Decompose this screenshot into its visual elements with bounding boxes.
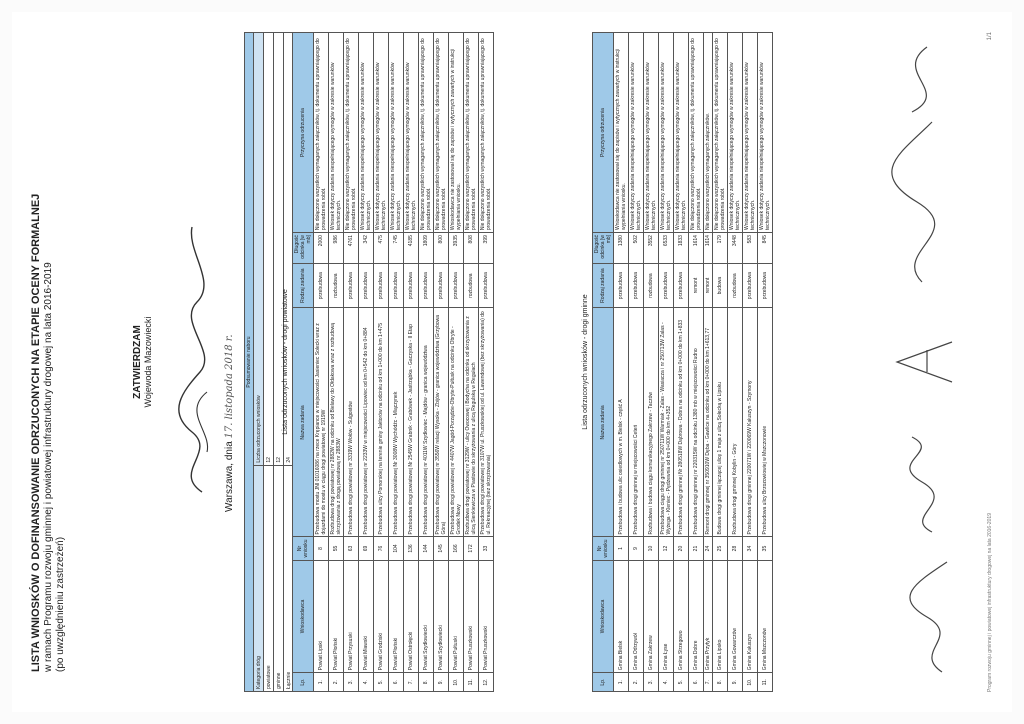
cell-lp: 7.	[404, 673, 419, 692]
cell-lp: 9.	[434, 673, 449, 692]
document-sheet	[12, 12, 1012, 712]
table-row	[404, 33, 419, 692]
cell-reason: Wniosek dotyczy zadania niespełniającego wymogów w zakresie warunków technicznych.	[728, 33, 743, 233]
cell-lp: 2.	[329, 673, 344, 692]
cell-task: Rozbudowa drogi gminnej Kobylin - Góry	[728, 308, 743, 537]
cell-lp: 11.	[464, 673, 479, 692]
cell-reason: Wniosek dotyczy zadania niespełniającego wymogów w zakresie warunków technicznych.	[329, 33, 344, 233]
summary-caption: Podsumowanie naboru	[245, 33, 254, 692]
cell-number: 33	[479, 537, 494, 560]
summary-count: 12	[274, 33, 284, 466]
cell-task: Przebudowa drogi powiatowej nr 3556W relacji Wysoka - Zbijów - granica województwa (Grzybowa Góra)	[434, 308, 449, 537]
cell-length: 808	[464, 233, 479, 264]
cell-reason: Wnioskodawca nie zastosował się do zapisów i wytycznych zawartych w instrukcji wypełniania wniosku.	[614, 33, 629, 233]
cell-applicant: Powiat Płoński	[329, 560, 344, 673]
cell-applicant: Gmina Zakrzew	[644, 560, 659, 673]
cell-length: 1833	[674, 233, 689, 264]
cell-task: Przebudowa drogi powiatowej nr 4407W Jagód-Porządzie-Obryte-Pułtusk na odcinku Obryte - Grodek Nowy	[449, 308, 464, 537]
table-row	[374, 33, 389, 692]
cell-lp: 2.	[629, 673, 644, 692]
cell-number: 12	[659, 537, 674, 560]
cell-task: Remont drogi gminnej nr 350910W Dęba - Gawlice na odcinku od km 0+000 do km 1+613,77	[704, 308, 713, 537]
cell-applicant: Powiat Szydłowiecki	[419, 560, 434, 673]
header-number: Nr wniosku	[593, 537, 614, 560]
summary-label: powiatowe	[264, 465, 274, 691]
cell-number: 24	[704, 537, 713, 560]
cell-kind: przebudowa	[389, 263, 404, 308]
cell-lp: 6.	[389, 673, 404, 692]
cell-lp: 4.	[359, 673, 374, 692]
header-reason: Przyczyna odrzucenia	[293, 33, 314, 233]
cell-length: 3935	[449, 233, 464, 264]
cell-applicant: Gmina Strzegowo	[674, 560, 689, 673]
cell-task: Budowa drogi gminnej łączącej ulicę 1 maja z ulicą Solecką w Lipsku	[713, 308, 728, 537]
cell-kind: rozbudowa	[728, 263, 743, 308]
cell-kind: przebudowa	[314, 263, 329, 308]
cell-applicant: Gmina Lipsko	[713, 560, 728, 673]
cell-number: 10	[644, 537, 659, 560]
cell-applicant: Powiat Lipski	[314, 560, 329, 673]
header-lp: Lp.	[593, 673, 614, 692]
cell-kind: przebudowa	[359, 263, 374, 308]
cell-applicant: Powiat Szydłowiecki	[434, 560, 449, 673]
cell-applicant: Gmina Dobre	[689, 560, 704, 673]
cell-reason: Wniosek dotyczy zadania niespełniającego wymogów w zakresie warunków technicznych.	[644, 33, 659, 233]
summary-col-type: Kategoria dróg	[254, 465, 264, 691]
table-row	[704, 33, 713, 692]
cell-task: Przebudowa i budowa ulic osiedlowych w m. Bielsk - część A	[614, 308, 629, 537]
summary-count: 12	[264, 33, 274, 466]
header-applicant: Wnioskodawca	[593, 560, 614, 673]
cell-length: 3448	[728, 233, 743, 264]
approval-role: Wojewoda Mazowiecki	[143, 316, 153, 408]
table-row	[389, 33, 404, 692]
page-number: 1/1	[987, 32, 993, 41]
cell-length: 399	[479, 233, 494, 264]
cell-length: 342	[359, 233, 374, 264]
cell-number: 21	[689, 537, 704, 560]
table-row	[464, 33, 479, 692]
cell-lp: 3.	[644, 673, 659, 692]
cell-applicant: Powiat Płoński	[389, 560, 404, 673]
cell-kind: remont	[689, 263, 704, 308]
cell-number: 28	[728, 537, 743, 560]
cell-applicant: Powiat Ostrołęcki	[404, 560, 419, 673]
cell-reason: Wniosek dotyczy zadania niespełniającego wymogów w zakresie warunków technicznych.	[389, 33, 404, 233]
cell-task: Przebudowa drogi gminnej w miejscowości Ceteń	[629, 308, 644, 537]
header-reason: Przyczyna odrzucenia	[593, 33, 614, 233]
cell-task: Przebudowa ciągu drogi gminnej nr 250711W Warmiak - Zalas - Wasiacza i nr 250713W Zalas - Wyżega - Kleniec - Pędzewnia od km 0+000 do km 4+352	[659, 308, 674, 537]
signature-image	[162, 212, 222, 512]
cell-reason: Wniosek dotyczy zadania niespełniającego wymogów w zakresie warunków technicznych.	[404, 33, 419, 233]
cell-reason: Nie dołączono wszystkich wymaganych załączników, tj. dokumentu uprawniającego do prowadzenia robót.	[689, 33, 704, 233]
cell-reason: Wniosek dotyczy zadania niespełniającego wymogów w zakresie warunków technicznych.	[359, 33, 374, 233]
cell-applicant: Gmina Gowarczów	[728, 560, 743, 673]
approval-label: ZATWIERDZAM	[132, 325, 143, 399]
cell-kind: rozbudowa	[329, 263, 344, 308]
cell-number: 76	[374, 537, 389, 560]
table-row	[713, 33, 728, 692]
table-row	[359, 33, 374, 692]
cell-length: 800	[434, 233, 449, 264]
cell-applicant: Gmina Kałuszyn	[743, 560, 758, 673]
cell-lp: 6.	[689, 673, 704, 692]
cell-kind: rozbudowa	[644, 263, 659, 308]
cell-applicant: Powiat Pułtuski	[449, 560, 464, 673]
cell-task: Rozbudowa drogi powiatowej nr 3129W - ulicy Owocowej i Bodycha na odcinku od skrzyżowania z ulicą Sienkiewicza w Piastowie do skrzyżowania z ulicą Regulską w Regułach	[464, 308, 479, 537]
cell-number: 166	[449, 537, 464, 560]
table2-caption: Lista odrzuconych wniosków - drogi gminne	[582, 294, 589, 430]
table-row	[728, 33, 743, 692]
cell-applicant: Powiat Mławski	[359, 560, 374, 673]
cell-kind: przebudowa	[743, 263, 758, 308]
cell-reason: Nie dołączono wszystkich wymaganych załączników, tj. dokumentu uprawniającego do prowadzenia robót.	[314, 33, 329, 233]
header-lp: Lp.	[293, 673, 314, 692]
header-applicant: Wnioskodawca	[293, 560, 314, 673]
cell-number: 145	[434, 537, 449, 560]
cell-task: Przebudowa drogi powiatowej Nr 3008W Wychódźc - Miączynek	[389, 308, 404, 537]
cell-length: 475	[374, 233, 389, 264]
cell-task: Przebudowa drogi gminnej 220071W i 220069W Kałuszyn - Szymony	[743, 308, 758, 537]
cell-number: 35	[758, 537, 773, 560]
summary-row	[264, 33, 274, 692]
cell-length: 583	[743, 233, 758, 264]
cell-applicant: Powiat Pruszkowski	[479, 560, 494, 673]
header-task: Nazwa zadania	[593, 308, 614, 537]
cell-lp: 1.	[314, 673, 329, 692]
cell-lp: 12.	[479, 673, 494, 692]
cell-lp: 11.	[758, 673, 773, 692]
cell-task: Przebudowa drogi powiatowej nr 4011W Szydłowiec - Majdów - granica województwa	[419, 308, 434, 537]
cell-lp: 10.	[449, 673, 464, 692]
header-length: Długość odcinka [w mb]	[293, 233, 314, 264]
cell-kind: przebudowa	[374, 263, 389, 308]
summary-col-count: Liczba odrzuconych wniosków	[254, 33, 264, 466]
cell-kind: przebudowa	[674, 263, 689, 308]
cell-reason: Nie dołączono wszystkich wymaganych załączników, tj. dokumentu uprawniającego do prowadzenia robót.	[419, 33, 434, 233]
cell-reason: Nie dołączono wszystkich wymaganych załączników, tj. dokumentu uprawniającego do prowadzenia robót.	[713, 33, 728, 233]
cell-kind: przebudowa	[659, 263, 674, 308]
table-row	[743, 33, 758, 692]
cell-length: 845	[758, 233, 773, 264]
cell-task: Przebudowa ulicy Pomorskiej na terenie gminy Jaktorów na odcinku od km 1+000 do km 1+475	[374, 308, 389, 537]
cell-task: Przebudowa drogi powiatowej nr 3319W Wołów - Sulgostów	[344, 308, 359, 537]
table-row	[329, 33, 344, 692]
cell-lp: 10.	[743, 673, 758, 692]
cell-length: 1614	[689, 233, 704, 264]
cell-length: 986	[329, 233, 344, 264]
cell-kind: budowa	[713, 263, 728, 308]
cell-applicant: Powiat Grodziski	[374, 560, 389, 673]
cell-length: 745	[389, 233, 404, 264]
header-length: Długość odcinka [w mb]	[593, 233, 614, 264]
cell-applicant: Gmina Mszczonów	[758, 560, 773, 673]
cell-lp: 7.	[704, 673, 713, 692]
cell-kind: przebudowa	[344, 263, 359, 308]
cell-length: 4185	[404, 233, 419, 264]
cell-task: Przebudowa drogi powiatowej nr 3107W ul. Pruszkowskiej od ul. Lawendowej (bez skrzyżowania) do ul. Rekreacyjnej (bez skrzyżowania)	[479, 308, 494, 537]
cell-kind: przebudowa	[479, 263, 494, 308]
table-row	[644, 33, 659, 692]
cell-task: Przebudowa ulicy Brzozowiowiej w Mszczonowie	[758, 308, 773, 537]
cell-lp: 5.	[674, 673, 689, 692]
cell-length: 4761	[344, 233, 359, 264]
cell-task: Rozbudowa drogi powiatowej nr 2882W na odcinku od Bielawy do Ołdakowa wraz z rozbudową skrzyżowania z drogą powiatową nr 2883W	[329, 308, 344, 537]
cell-number: 8	[314, 537, 329, 560]
table-row	[344, 33, 359, 692]
table-row	[674, 33, 689, 692]
table-row	[314, 33, 329, 692]
cell-number: 136	[404, 537, 419, 560]
approval-date	[224, 334, 235, 512]
cell-kind: remont	[704, 263, 713, 308]
cell-number: 1	[614, 537, 629, 560]
cell-kind: przebudowa	[404, 263, 419, 308]
table-row	[479, 33, 494, 692]
cell-number: 172	[464, 537, 479, 560]
cell-kind: przebudowa	[434, 263, 449, 308]
document-note: (po uwzględnieniu zastrzeżeń)	[55, 536, 66, 672]
header-kind: Rodzaj zadania	[593, 263, 614, 308]
cell-reason: Nie dołączono wszystkich wymaganych załączników, tj. dokumentu uprawniającego do prowadzenia robót.	[434, 33, 449, 233]
cell-task: Rozbudowa i budowa ciągu komunikacyjnego Zakrzew - Taczów	[644, 308, 659, 537]
approval-block	[132, 232, 153, 492]
cell-reason: Wniosek dotyczy zadania niespełniającego wymogów w zakresie warunków technicznych.	[743, 33, 758, 233]
cell-number: 144	[419, 537, 434, 560]
cell-lp: 8.	[713, 673, 728, 692]
cell-reason: Nie dołączono wszystkich wymaganych załączników.	[704, 33, 713, 233]
table-powiatowe	[292, 32, 494, 692]
cell-task: Przebudowa drogi powiatowej nr 2233W w miejscowości Lipowiec od km 0+542 do km 0+884	[359, 308, 374, 537]
cell-length: 502	[629, 233, 644, 264]
cell-number: 20	[674, 537, 689, 560]
table-row	[689, 33, 704, 692]
summary-label: Łącznie	[284, 465, 294, 691]
cell-number: 34	[743, 537, 758, 560]
cell-lp: 1.	[614, 673, 629, 692]
cell-number: 25	[713, 537, 728, 560]
cell-applicant: Powiat Przysuski	[344, 560, 359, 673]
cell-length: 2000	[314, 233, 329, 264]
cell-length: 179	[713, 233, 728, 264]
header-task: Nazwa zadania	[293, 308, 314, 537]
cell-number: 63	[344, 537, 359, 560]
table-row	[629, 33, 644, 692]
header-number: Nr wniosku	[293, 537, 314, 560]
document-title: LISTA WNIOSKÓW O DOFINANSOWANIE ODRZUCONYCH NA ETAPIE OCENY FORMALNEJ	[30, 193, 42, 672]
cell-task: Przebudowa drogi gminnej Nr 280518W Dąbrowa - Dobra na odcinku od km 0+000 do km 1+833	[674, 308, 689, 537]
cell-kind: przebudowa	[449, 263, 464, 308]
cell-reason: Nie dołączono wszystkich wymaganych załączników, tj. dokumentu uprawniającego do prowadzenia robót.	[464, 33, 479, 233]
cell-length: 3552	[644, 233, 659, 264]
cell-lp: 4.	[659, 673, 674, 692]
cell-kind: przebudowa	[614, 263, 629, 308]
table-row	[614, 33, 629, 692]
cell-applicant: Gmina Łyse	[659, 560, 674, 673]
cell-number: 69	[359, 537, 374, 560]
cell-length: 6533	[659, 233, 674, 264]
cell-applicant: Gmina Bielsk	[614, 560, 629, 673]
cell-reason: Wniosek dotyczy zadania niespełniającego wymogów w zakresie warunków technicznych.	[674, 33, 689, 233]
cell-task: Przebudowa mostu JNI 01016086 na rzece Krępiance w miejscowości Jasieniec Solecki wraz z dojazdami do mostu w ciągu drogi powiatowej nr 1919W	[314, 308, 329, 537]
cell-length: 1614	[704, 233, 713, 264]
date-place-label: Warszawa, dnia	[224, 441, 235, 512]
table-row	[419, 33, 434, 692]
table-row	[659, 33, 674, 692]
cell-length: 1809	[419, 233, 434, 264]
table-row	[449, 33, 464, 692]
footer-text: Program rozwoju gminnej i powiatowej infrastruktury drogowej na lata 2016-2019	[987, 513, 993, 692]
cell-lp: 8.	[419, 673, 434, 692]
cell-reason: Wniosek dotyczy zadania niespełniającego wymogów w zakresie warunków technicznych.	[758, 33, 773, 233]
cell-kind: przebudowa	[758, 263, 773, 308]
table-row	[758, 33, 773, 692]
cell-applicant: Gmina Przytyk	[704, 560, 713, 673]
cell-lp: 9.	[728, 673, 743, 692]
cell-reason: Nie dołączono wszystkich wymaganych załączników, tj. dokumentu uprawniającego do prowadzenia robót.	[479, 33, 494, 233]
cell-number: 55	[329, 537, 344, 560]
cell-kind: przebudowa	[629, 263, 644, 308]
cell-applicant: Powiat Pruszkowski	[464, 560, 479, 673]
table-row	[434, 33, 449, 692]
cell-kind: przebudowa	[419, 263, 434, 308]
summary-count: 24	[284, 33, 294, 466]
header-kind: Rodzaj zadania	[293, 263, 314, 308]
cell-reason: Nie dołączono wszystkich wymaganych załączników, tj. dokumentu uprawniającego do prowadzenia robót.	[344, 33, 359, 233]
cell-reason: Wniosek dotyczy zadania niespełniającego wymogów w zakresie warunków technicznych.	[659, 33, 674, 233]
date-handwritten: 17. listopada 2018 r.	[224, 334, 235, 439]
cell-number: 9	[629, 537, 644, 560]
cell-task: Przebudowa drogi powiatowej Nr 2545W Grabnik - Grabówek - Jastrząbka - Gaczyska - II Etap	[404, 308, 419, 537]
cell-reason: Wnioskodawca nie zastosował się do zapisów i wytycznych zawartych w instrukcji wypełniania wniosku.	[449, 33, 464, 233]
table-gminne	[592, 32, 773, 692]
document-header	[30, 52, 67, 672]
document-subtitle: w ramach Programu rozwoju gminnej i powiatowej infrastruktury drogowej na lata 2016-2019	[43, 262, 54, 672]
cell-reason: Wniosek dotyczy zadania niespełniającego wymogów w zakresie warunków technicznych.	[629, 33, 644, 233]
cell-reason: Wniosek dotyczy zadania niespełniającego wymogów w zakresie warunków technicznych.	[374, 33, 389, 233]
cell-lp: 5.	[374, 673, 389, 692]
signatures-image	[872, 12, 982, 712]
cell-kind: rozbudowa	[464, 263, 479, 308]
cell-task: Przebudowa drogi gminnej nr 220315W na odcinku 1380 mb w miejscowości Rudno	[689, 308, 704, 537]
summary-label: gminne	[274, 465, 284, 691]
cell-lp: 3.	[344, 673, 359, 692]
cell-applicant: Gmina Odrzywół	[629, 560, 644, 673]
cell-length: 1380	[614, 233, 629, 264]
cell-number: 104	[389, 537, 404, 560]
table1-caption: Lista odrzuconych wniosków - drogi powiatowe	[282, 289, 289, 435]
